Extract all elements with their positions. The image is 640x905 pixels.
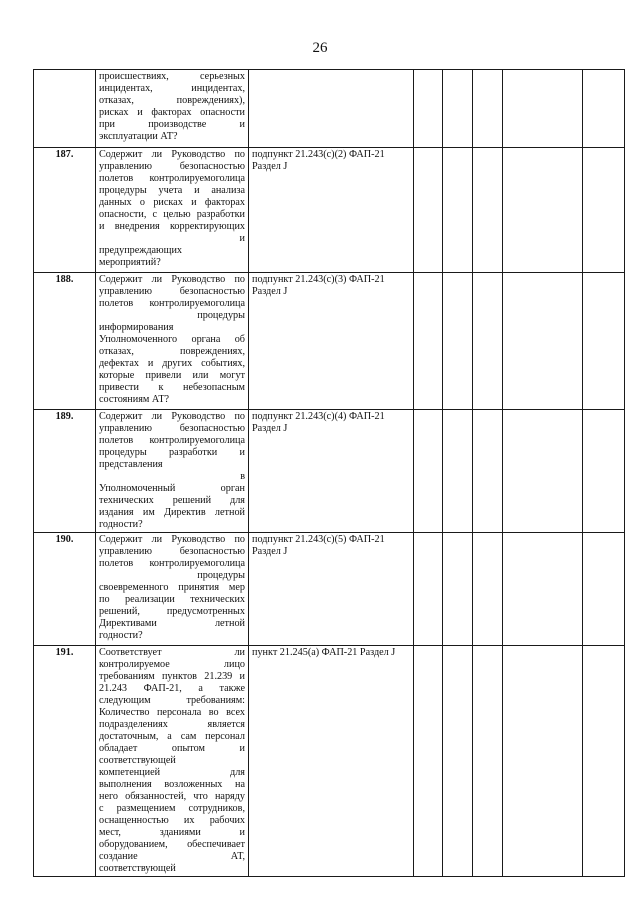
question-line: Содержит ли Руководство по xyxy=(99,534,245,545)
question-line: полетов контролируемоголица xyxy=(99,558,245,569)
question-cell xyxy=(96,273,249,410)
question-line: и внедрения корректирующих xyxy=(99,221,245,232)
empty-cell xyxy=(414,148,443,273)
question-line: Соответствует ли xyxy=(99,647,245,658)
reference-cell xyxy=(249,148,414,273)
reference-line: Раздел J xyxy=(252,286,288,297)
empty-cell xyxy=(443,646,473,877)
question-line: подразделениях является xyxy=(99,719,245,730)
empty-cell xyxy=(443,410,473,533)
question-line: соответствующей xyxy=(99,755,176,766)
empty-cell xyxy=(583,646,625,877)
empty-cell xyxy=(503,646,583,877)
question-line: годности? xyxy=(99,630,143,641)
empty-cell xyxy=(583,533,625,646)
table-row xyxy=(34,148,625,273)
question-line: которые привели или могут xyxy=(99,370,245,381)
question-line: процедуры xyxy=(197,310,245,321)
empty-cell xyxy=(583,148,625,273)
table-row xyxy=(34,410,625,533)
question-line: опасности, с целью разработки xyxy=(99,209,245,220)
empty-cell xyxy=(414,646,443,877)
empty-cell xyxy=(443,273,473,410)
question-line: в xyxy=(240,471,245,482)
reference-line: пункт 21.245(а) ФАП-21 Раздел J xyxy=(252,647,396,658)
question-line: процедуры разработки и xyxy=(99,447,245,458)
reference-cell xyxy=(249,646,414,877)
question-line: своевременного принятия мер xyxy=(99,582,245,593)
question-cell xyxy=(96,410,249,533)
reference-line: подпункт 21.243(c)(5) ФАП-21 xyxy=(252,534,385,545)
reference-cell xyxy=(249,273,414,410)
question-line: Количество персонала во всех xyxy=(99,707,245,718)
question-line: него обязанностей, что наряду xyxy=(99,791,245,802)
empty-cell xyxy=(443,148,473,273)
question-line: полетов контролируемоголица xyxy=(99,298,245,309)
checklist-table xyxy=(33,69,625,877)
question-line: Директивами летной xyxy=(99,618,245,629)
question-line: происшествиях, серьезных xyxy=(99,71,245,82)
empty-cell xyxy=(583,273,625,410)
empty-cell xyxy=(473,533,503,646)
reference-line: Раздел J xyxy=(252,546,288,557)
question-line: при производстве и xyxy=(99,119,245,130)
question-line: издания им Директив летной xyxy=(99,507,245,518)
question-line: Уполномоченного органа об xyxy=(99,334,245,345)
question-line: и xyxy=(239,233,245,244)
empty-cell xyxy=(414,273,443,410)
empty-cell xyxy=(443,533,473,646)
question-line: Содержит ли Руководство по xyxy=(99,274,245,285)
empty-cell xyxy=(443,70,473,148)
question-line: процедуры учета и анализа xyxy=(99,185,245,196)
empty-cell xyxy=(473,646,503,877)
question-line: компетенцией для xyxy=(99,767,245,778)
question-line: процедуры xyxy=(197,570,245,581)
empty-cell xyxy=(414,70,443,148)
reference-line: подпункт 21.243(c)(3) ФАП-21 xyxy=(252,274,385,285)
question-cell xyxy=(96,70,249,148)
question-line: решений, предусмотренных xyxy=(99,606,245,617)
question-cell xyxy=(96,148,249,273)
reference-line: подпункт 21.243(c)(2) ФАП-21 xyxy=(252,149,385,160)
item-number: 189. xyxy=(34,410,96,533)
question-line: инцидентах, инцидентах, xyxy=(99,83,245,94)
reference-cell xyxy=(249,533,414,646)
empty-cell xyxy=(414,410,443,533)
reference-line: Раздел J xyxy=(252,423,288,434)
question-line: мест, зданиями и xyxy=(99,827,245,838)
reference-cell xyxy=(249,70,414,148)
empty-cell xyxy=(473,148,503,273)
question-line: создание АТ, xyxy=(99,851,245,862)
question-line: данных о рисках и факторах xyxy=(99,197,245,208)
question-line: выполнения возложенных на xyxy=(99,779,245,790)
question-line: оснащенностью их рабочих xyxy=(99,815,245,826)
question-line: 21.243 ФАП-21, а также xyxy=(99,683,245,694)
empty-cell xyxy=(503,273,583,410)
reference-line: Раздел J xyxy=(252,161,288,172)
question-line: Содержит ли Руководство по xyxy=(99,411,245,422)
question-line: представления xyxy=(99,459,163,470)
question-line: Содержит ли Руководство по xyxy=(99,149,245,160)
empty-cell xyxy=(503,148,583,273)
question-line: полетов контролируемоголица xyxy=(99,435,245,446)
table-row xyxy=(34,533,625,646)
question-line: рисках и факторах опасности xyxy=(99,107,245,118)
question-line: полетов контролируемоголица xyxy=(99,173,245,184)
question-line: управлению безопасностью xyxy=(99,423,245,434)
question-cell xyxy=(96,533,249,646)
empty-cell xyxy=(414,533,443,646)
item-number xyxy=(34,70,96,148)
empty-cell xyxy=(503,410,583,533)
empty-cell xyxy=(473,273,503,410)
table-row xyxy=(34,70,625,148)
empty-cell xyxy=(503,533,583,646)
question-line: с размещением сотрудников, xyxy=(99,803,245,814)
question-line: управлению безопасностью xyxy=(99,286,245,297)
reference-line: подпункт 21.243(c)(4) ФАП-21 xyxy=(252,411,385,422)
item-number: 190. xyxy=(34,533,96,646)
question-line: управлению безопасностью xyxy=(99,161,245,172)
empty-cell xyxy=(473,70,503,148)
question-line: обладает опытом и xyxy=(99,743,245,754)
empty-cell xyxy=(583,410,625,533)
question-line: отказах, повреждениях), xyxy=(99,95,245,106)
question-line: Уполномоченный орган xyxy=(99,483,245,494)
empty-cell xyxy=(473,410,503,533)
question-line: соответствующей xyxy=(99,863,176,874)
question-line: эксплуатации АТ? xyxy=(99,131,178,142)
question-line: контролируемое лицо xyxy=(99,659,245,670)
question-line: предупреждающих xyxy=(99,245,183,256)
question-line: достаточным, а сам персонал xyxy=(99,731,245,742)
question-cell xyxy=(96,646,249,877)
question-line: по реализации технических xyxy=(99,594,245,605)
item-number: 188. xyxy=(34,273,96,410)
question-line: управлению безопасностью xyxy=(99,546,245,557)
item-number: 191. xyxy=(34,646,96,877)
question-line: отказах, повреждениях, xyxy=(99,346,245,357)
reference-cell xyxy=(249,410,414,533)
empty-cell xyxy=(503,70,583,148)
item-number: 187. xyxy=(34,148,96,273)
page-number: 26 xyxy=(312,40,328,56)
table-row xyxy=(34,273,625,410)
empty-cell xyxy=(583,70,625,148)
question-line: технических решений для xyxy=(99,495,245,506)
question-line: следующим требованиям: xyxy=(99,695,245,706)
question-line: оборудованием, обеспечивает xyxy=(99,839,245,850)
question-line: дефектах и других событиях, xyxy=(99,358,245,369)
question-line: привести к небезопасным xyxy=(99,382,245,393)
question-line: годности? xyxy=(99,519,143,530)
question-line: информирования xyxy=(99,322,174,333)
question-line: требованиям пунктов 21.239 и xyxy=(99,671,245,682)
table-row xyxy=(34,646,625,877)
question-line: мероприятий? xyxy=(99,257,161,268)
question-line: состояниям АТ? xyxy=(99,394,170,405)
